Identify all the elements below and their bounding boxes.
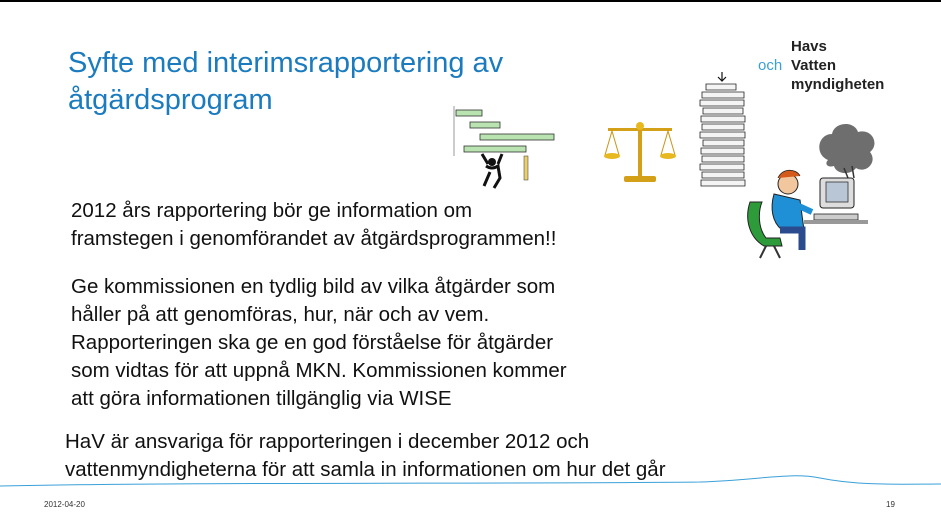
footer-wave-line [0, 468, 941, 492]
logo-och: och [758, 57, 783, 74]
frustrated-computer-user-icon [744, 118, 884, 260]
havs-och-vatten-logo [758, 38, 908, 98]
footer-page-number: 19 [886, 500, 895, 509]
paragraph-commission-overview: Ge kommissionen en tydlig bild av vilka åtgärder som håller på att genomföras, hur, när och av vem. Rapporteringen ska ge en god förståelse för åtgärder som vidtas för att uppnå MKN. Kommissionen kommer att göra informationen tillgänglig via WISE [71, 275, 567, 410]
balance-scale-icon [604, 120, 676, 184]
logo-line-havs: Havs [791, 38, 827, 55]
paragraph-hav-responsibility: HaV är ansvariga för rapporteringen i december 2012 och vattenmyndigheterna för att samla in informationen om hur det går [65, 430, 666, 481]
slide-title: Syfte med interimsrapportering av åtgärdsprogram [68, 47, 504, 116]
logo-line-vatten: Vatten [791, 57, 837, 74]
footer-date: 2012-04-20 [44, 500, 85, 509]
paper-stack-icon [696, 72, 750, 190]
gantt-chart-icon [452, 100, 562, 190]
logo-line-myndigheten: myndigheten [791, 76, 885, 93]
paragraph-reporting-progress: 2012 års rapportering bör ge information om framstegen i genomförandet av åtgärdsprogrammen!! [71, 199, 557, 250]
top-border [0, 0, 941, 2]
